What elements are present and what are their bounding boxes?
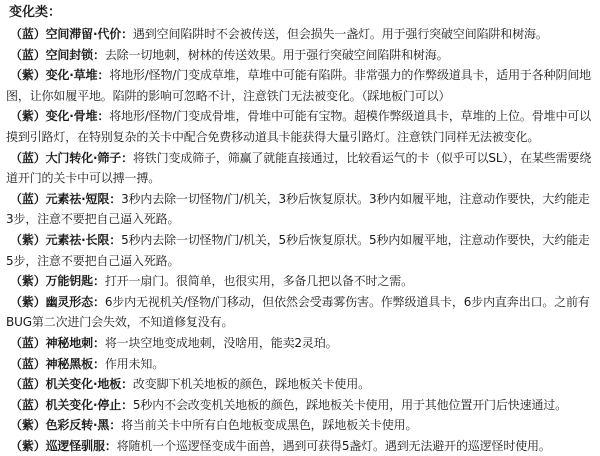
item-description: 将铁门变成筛子，筛赢了就能直接通过，比较看运气的卡（似乎可以SL），在某些需要绕道开门的关卡中可以搏一搏。	[6, 150, 592, 186]
item-name: 机关变化·地板：	[45, 377, 133, 392]
rarity-tag: （蓝）	[10, 377, 46, 392]
item-name: 机关变化·停止：	[45, 397, 133, 412]
item-description: 将随机一个巡逻怪变成牛面兽，遇到可获得5盏灯。遇到无法避开的巡逻怪时使用。	[116, 438, 551, 453]
item-name: 神秘黑板：	[45, 356, 105, 371]
watermark-fade	[516, 417, 566, 435]
entry-item	[6, 148, 594, 189]
item-description: 将地形/怪物/门变成草堆，草堆中可能有陷阱。非常强力的作弊级道具卡，适用于各种阴间地图，让你如履平地。陷阱的影响可忽略不计，注意铁门无法被变化。（踩地板门可以）	[6, 68, 592, 103]
item-description: 改变脚下机关地板的颜色，踩地板关卡使用。	[132, 377, 370, 392]
entry-item	[6, 65, 594, 106]
item-name: 元素祛·长限：	[45, 232, 122, 247]
entry-item	[6, 374, 594, 395]
item-name: 空间封锁：	[45, 47, 105, 62]
item-description: 打开一扇门。很简单，也很实用，多备几把以备不时之需。	[104, 274, 413, 289]
item-description: 遇到空间陷阱时不会被传送，但会损失一盏灯。用于强行突破空间陷阱和树海。	[132, 27, 548, 41]
item-name: 色彩反转·黑：	[45, 418, 122, 433]
entry-item	[6, 333, 594, 354]
item-description: 去除一切地刺，树林的传送效果。用于强行突破空间陷阱和树海。	[104, 47, 449, 62]
item-name: 变化·骨堆：	[45, 109, 110, 124]
item-name: 巡逻怪驯服：	[45, 438, 117, 453]
entry-item	[6, 45, 594, 66]
entry-item	[6, 271, 594, 292]
item-name: 幽灵形态：	[45, 294, 105, 309]
item-description: 作用未知。	[104, 356, 165, 371]
entry-item	[6, 415, 594, 436]
entry-item	[6, 24, 594, 45]
entry-item	[6, 189, 594, 230]
rarity-tag: （紫）	[10, 438, 46, 453]
item-description: 6步内无视机关/怪物/门移动，但依然会受毒雾伤害。作弊级道具卡，6步内直奔出口。之前有BUG第二次进门会失效，不知道修复没有。	[6, 294, 590, 330]
item-name: 大门转化·筛子：	[45, 150, 133, 165]
item-description: 3秒内去除一切怪物/门/机关，3秒后恢复原状。3秒内如履平地，注意动作要快，大约能走3步，注意不要把自己逼入死路。	[6, 191, 590, 227]
rarity-tag: （紫）	[10, 418, 46, 433]
item-description: 5秒内不会改变机关地板的颜色，踩地板关卡使用，用于其他位置开门后快速通过。	[132, 397, 568, 412]
entry-item	[6, 354, 594, 375]
rarity-tag: （紫）	[10, 68, 46, 83]
entry-item	[6, 436, 594, 456]
rarity-tag: （蓝）	[10, 191, 46, 206]
item-description: 5秒内去除一切怪物/门/机关，5秒后恢复原状。5秒内如履平地，注意动作要快，大约能走5步，注意不要把自己逼入死路。	[6, 232, 590, 268]
item-name: 万能钥匙：	[45, 274, 105, 289]
rarity-tag: （紫）	[10, 274, 46, 289]
rarity-tag: （蓝）	[10, 150, 46, 165]
rarity-tag: （蓝）	[10, 397, 46, 412]
section-heading: 变化类：	[9, 5, 62, 20]
entry-list	[6, 24, 594, 456]
rarity-tag: （紫）	[10, 109, 46, 124]
item-name: 空间滞留·代价：	[45, 27, 133, 41]
rarity-tag: （紫）	[10, 232, 46, 247]
item-description: 将一块空地变成地刺，没啥用，能卖2灵珀。	[104, 335, 338, 350]
rarity-tag: （蓝）	[10, 47, 46, 62]
entry-item	[6, 230, 594, 271]
rarity-tag: （蓝）	[10, 335, 46, 350]
item-name: 神秘地刺：	[45, 335, 105, 350]
item-name: 变化·草堆：	[45, 68, 110, 83]
item-description: 将地形/怪物/门变成骨堆，骨堆中可能有宝物。超模作弊级道具卡，草堆的上位。骨堆中可以摸到引路灯，在特别复杂的关卡中配合免费移动道具卡能获得大量引路灯。注意铁门同样无法被变化。	[6, 109, 592, 144]
entry-item	[6, 395, 594, 416]
rarity-tag: （蓝）	[10, 356, 46, 371]
entry-item	[6, 292, 594, 333]
item-description: 将当前关卡中所有白色地板变成黑色，踩地板关卡使用。	[121, 418, 418, 433]
item-name: 元素祛·短限：	[45, 191, 122, 206]
rarity-tag: （紫）	[10, 294, 46, 309]
rarity-tag: （蓝）	[10, 27, 46, 41]
entry-item	[6, 106, 594, 147]
